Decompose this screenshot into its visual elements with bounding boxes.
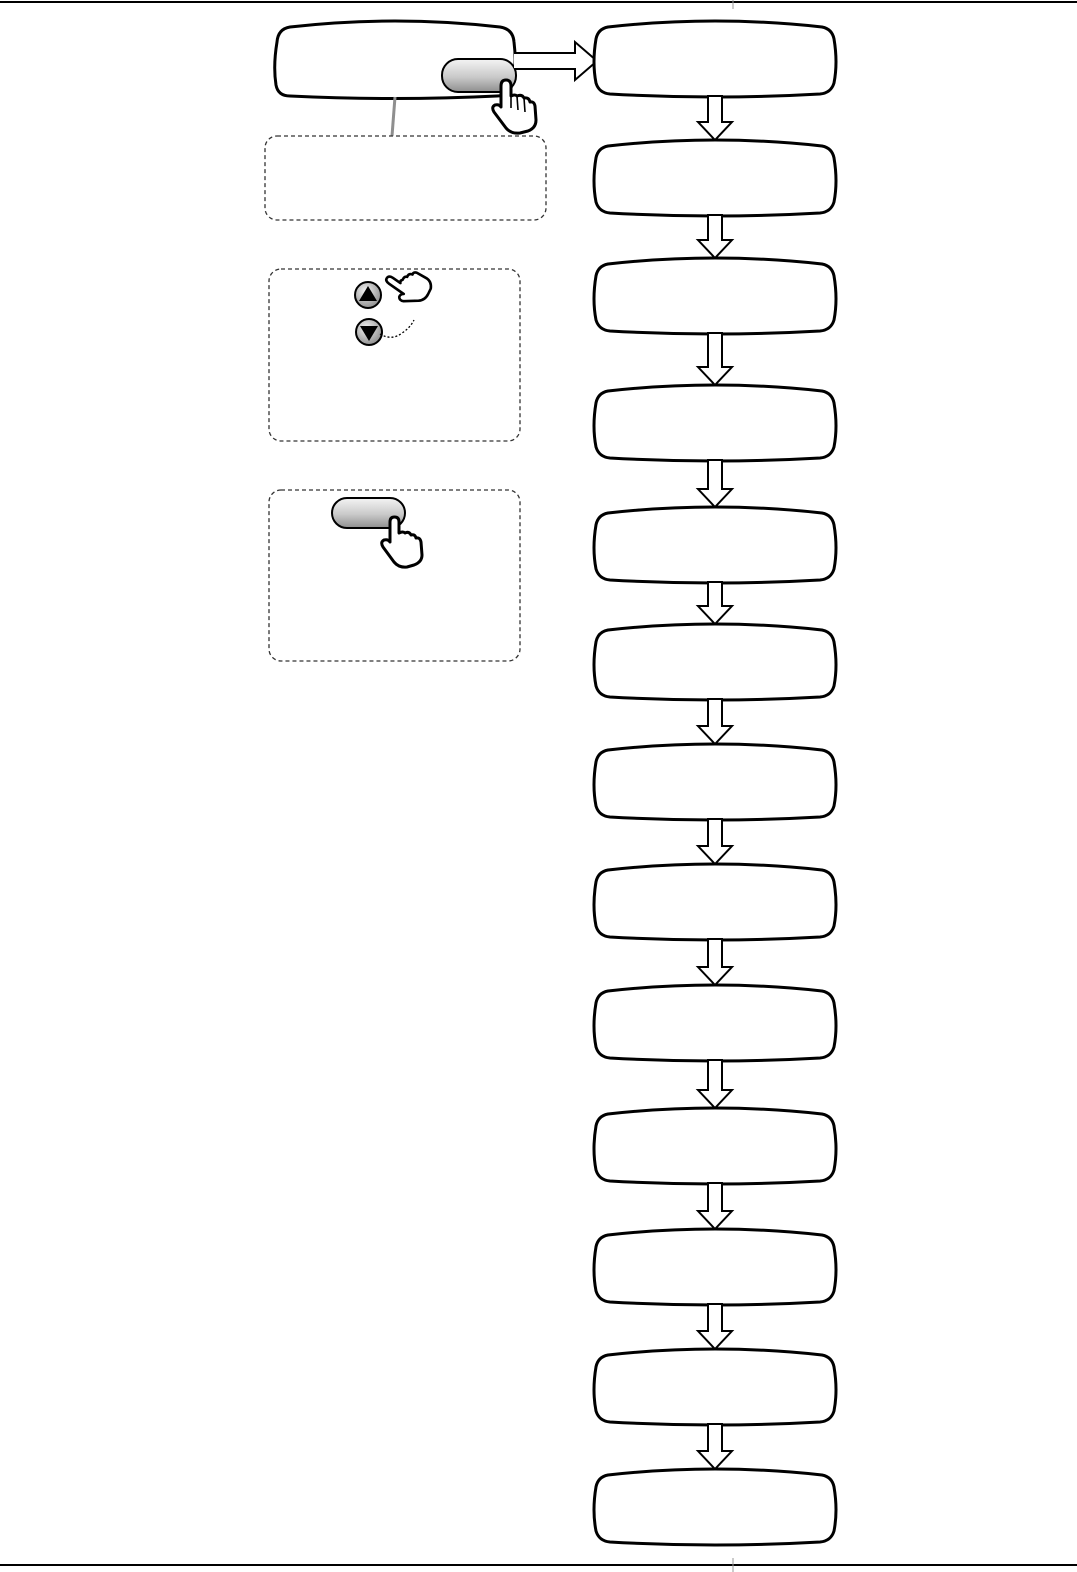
down-flow-arrow [698,1424,732,1469]
step-display [594,140,836,216]
horizontal-flow-arrow [514,42,597,80]
down-flow-arrow [698,939,732,985]
step-column [594,21,836,1545]
step-display-frame [594,258,836,334]
down-flow-arrow [698,215,732,258]
step-display [594,1469,836,1545]
down-flow-arrow [698,96,732,140]
down-flow-arrow [698,582,732,624]
down-flow-arrow [698,460,732,507]
step-display-frame [594,21,836,97]
down-flow-arrow [698,1060,732,1108]
step-display [594,1349,836,1425]
down-flow-arrow [698,819,732,864]
step-display [594,385,836,461]
down-arrow-button-icon [356,319,382,345]
step-display-frame [594,1349,836,1425]
step-display-frame [594,864,836,940]
up-arrow-button-icon [355,282,381,308]
step-display-frame [594,1229,836,1305]
step-display-frame [594,1469,836,1545]
step-display [594,507,836,583]
pointing-hand-icon [381,260,435,312]
connector-line [392,97,395,136]
step-display-frame [594,1108,836,1184]
down-flow-arrow [698,699,732,744]
step-display [594,864,836,940]
step-display [594,624,836,700]
step-display [594,21,836,97]
dotted-hand-outline [380,320,414,337]
step-display [594,985,836,1061]
step-display [594,744,836,820]
down-flow-arrow [698,1304,732,1349]
instruction-updown-box [269,269,520,441]
step-display-frame [594,744,836,820]
step-display-frame [594,385,836,461]
step-display-frame [594,140,836,216]
step-display-frame [594,985,836,1061]
step-display [594,258,836,334]
down-flow-arrow [698,333,732,385]
down-flow-arrow [698,1183,732,1229]
step-display [594,1229,836,1305]
step-display [594,1108,836,1184]
instruction-note-box [265,136,546,220]
step-display-frame [594,624,836,700]
step-display-frame [594,507,836,583]
